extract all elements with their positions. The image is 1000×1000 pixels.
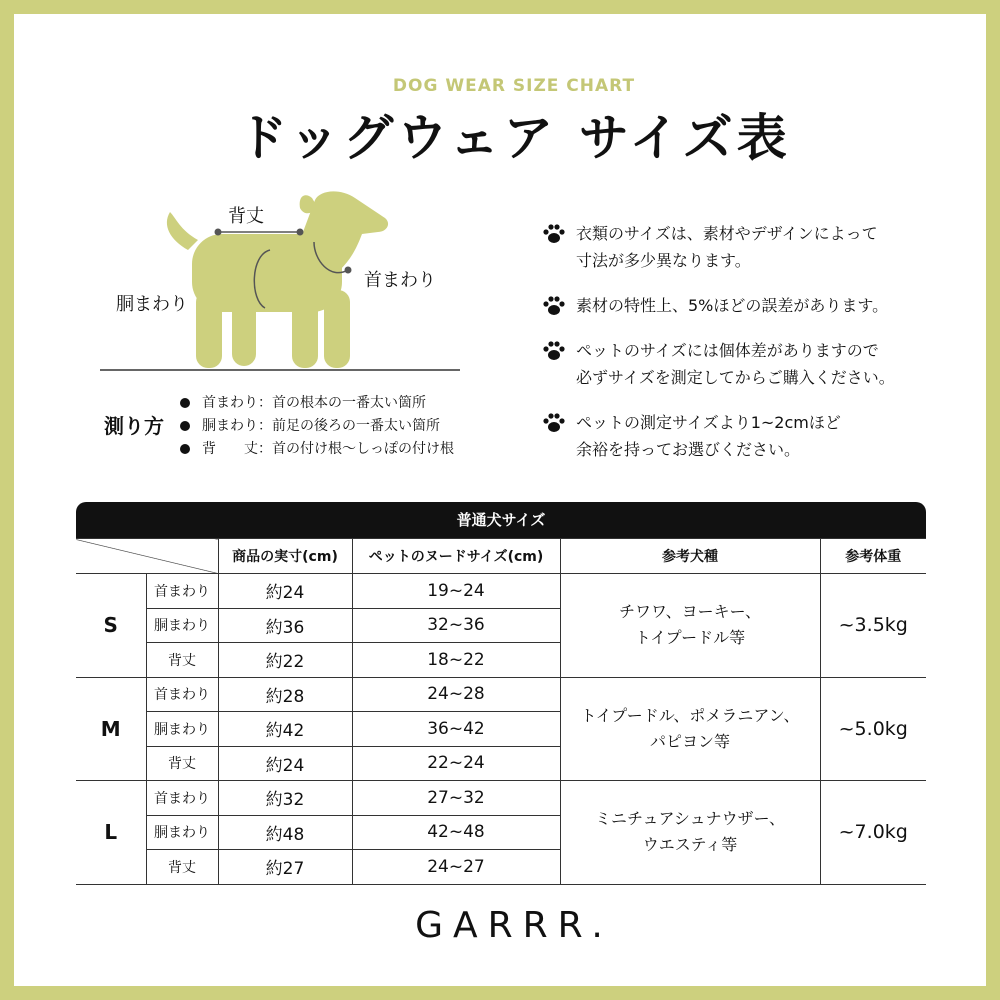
actual-size: 約22 bbox=[218, 643, 352, 678]
breed-cell: ミニチュアシュナウザー、 ウエスティ等 bbox=[560, 781, 820, 885]
table-row bbox=[76, 677, 926, 712]
breed-cell: トイプードル、ポメラニアン、 パピヨン等 bbox=[560, 677, 820, 781]
part-label: 背丈 bbox=[146, 643, 218, 678]
weight-cell: ~3.5kg bbox=[820, 574, 926, 678]
nude-size: 27~32 bbox=[352, 781, 560, 816]
actual-size: 約42 bbox=[218, 712, 352, 747]
table-row bbox=[76, 574, 926, 609]
measure-list bbox=[180, 392, 454, 461]
part-label: 胴まわり bbox=[146, 608, 218, 643]
nude-size: 24~27 bbox=[352, 850, 560, 885]
part-label: 首まわり bbox=[146, 781, 218, 816]
table-corner-cell bbox=[76, 539, 218, 574]
weight-cell: ~7.0kg bbox=[820, 781, 926, 885]
brand-logo: GARRR. bbox=[415, 905, 613, 946]
note-item: ペットの測定サイズより1~2cmほど 余裕を持ってお選びください。 bbox=[540, 409, 980, 463]
label-back: 背丈 bbox=[228, 206, 264, 227]
nude-size: 32~36 bbox=[352, 608, 560, 643]
actual-size: 約27 bbox=[218, 850, 352, 885]
dog-icon bbox=[167, 191, 388, 368]
paw-icon bbox=[542, 223, 566, 245]
table-title: 普通犬サイズ bbox=[76, 502, 926, 538]
size-table-grid bbox=[76, 538, 926, 885]
bullet-icon bbox=[180, 421, 190, 431]
actual-size: 約24 bbox=[218, 746, 352, 781]
notes-list bbox=[540, 220, 980, 481]
label-chest: 胴まわり bbox=[116, 294, 188, 315]
paw-icon bbox=[542, 412, 566, 434]
breed-cell: チワワ、ヨーキー、 トイプードル等 bbox=[560, 574, 820, 678]
measure-item: 胴まわり：前足の後ろの一番太い箇所 bbox=[180, 415, 454, 438]
column-header: 商品の実寸(cm) bbox=[218, 539, 352, 574]
label-neck: 首まわり bbox=[364, 270, 436, 291]
part-label: 首まわり bbox=[146, 677, 218, 712]
paw-icon bbox=[542, 295, 566, 317]
column-header: 参考犬種 bbox=[560, 539, 820, 574]
nude-size: 18~22 bbox=[352, 643, 560, 678]
measure-title: 測り方 bbox=[104, 414, 164, 438]
nude-size: 22~24 bbox=[352, 746, 560, 781]
part-label: 背丈 bbox=[146, 746, 218, 781]
measure-item: 背 丈：首の付け根～しっぽの付け根 bbox=[180, 438, 454, 461]
actual-size: 約24 bbox=[218, 574, 352, 609]
actual-size: 約32 bbox=[218, 781, 352, 816]
bullet-icon bbox=[180, 398, 190, 408]
weight-cell: ~5.0kg bbox=[820, 677, 926, 781]
note-item: ペットのサイズには個体差がありますので 必ずサイズを測定してからご購入ください。 bbox=[540, 337, 980, 391]
measure-item: 首まわり：首の根本の一番太い箇所 bbox=[180, 392, 454, 415]
table-header-row bbox=[76, 539, 926, 574]
nude-size: 24~28 bbox=[352, 677, 560, 712]
column-header: ペットのヌードサイズ(cm) bbox=[352, 539, 560, 574]
actual-size: 約48 bbox=[218, 815, 352, 850]
column-header: 参考体重 bbox=[820, 539, 926, 574]
nude-size: 42~48 bbox=[352, 815, 560, 850]
part-label: 胴まわり bbox=[146, 815, 218, 850]
paw-icon bbox=[542, 340, 566, 362]
note-item: 素材の特性上、5%ほどの誤差があります。 bbox=[540, 292, 980, 319]
table-row bbox=[76, 781, 926, 816]
page-title: ドッグウェア サイズ表 bbox=[237, 109, 791, 167]
actual-size: 約36 bbox=[218, 608, 352, 643]
part-label: 背丈 bbox=[146, 850, 218, 885]
page-subtitle: DOG WEAR SIZE CHART bbox=[392, 76, 636, 96]
part-label: 胴まわり bbox=[146, 712, 218, 747]
part-label: 首まわり bbox=[146, 574, 218, 609]
note-item: 衣類のサイズは、素材やデザインによって 寸法が多少異なります。 bbox=[540, 220, 980, 274]
bullet-icon bbox=[180, 444, 190, 454]
actual-size: 約28 bbox=[218, 677, 352, 712]
size-label: S bbox=[76, 574, 146, 678]
nude-size: 19~24 bbox=[352, 574, 560, 609]
size-table bbox=[76, 502, 926, 885]
size-label: M bbox=[76, 677, 146, 781]
nude-size: 36~42 bbox=[352, 712, 560, 747]
size-label: L bbox=[76, 781, 146, 885]
